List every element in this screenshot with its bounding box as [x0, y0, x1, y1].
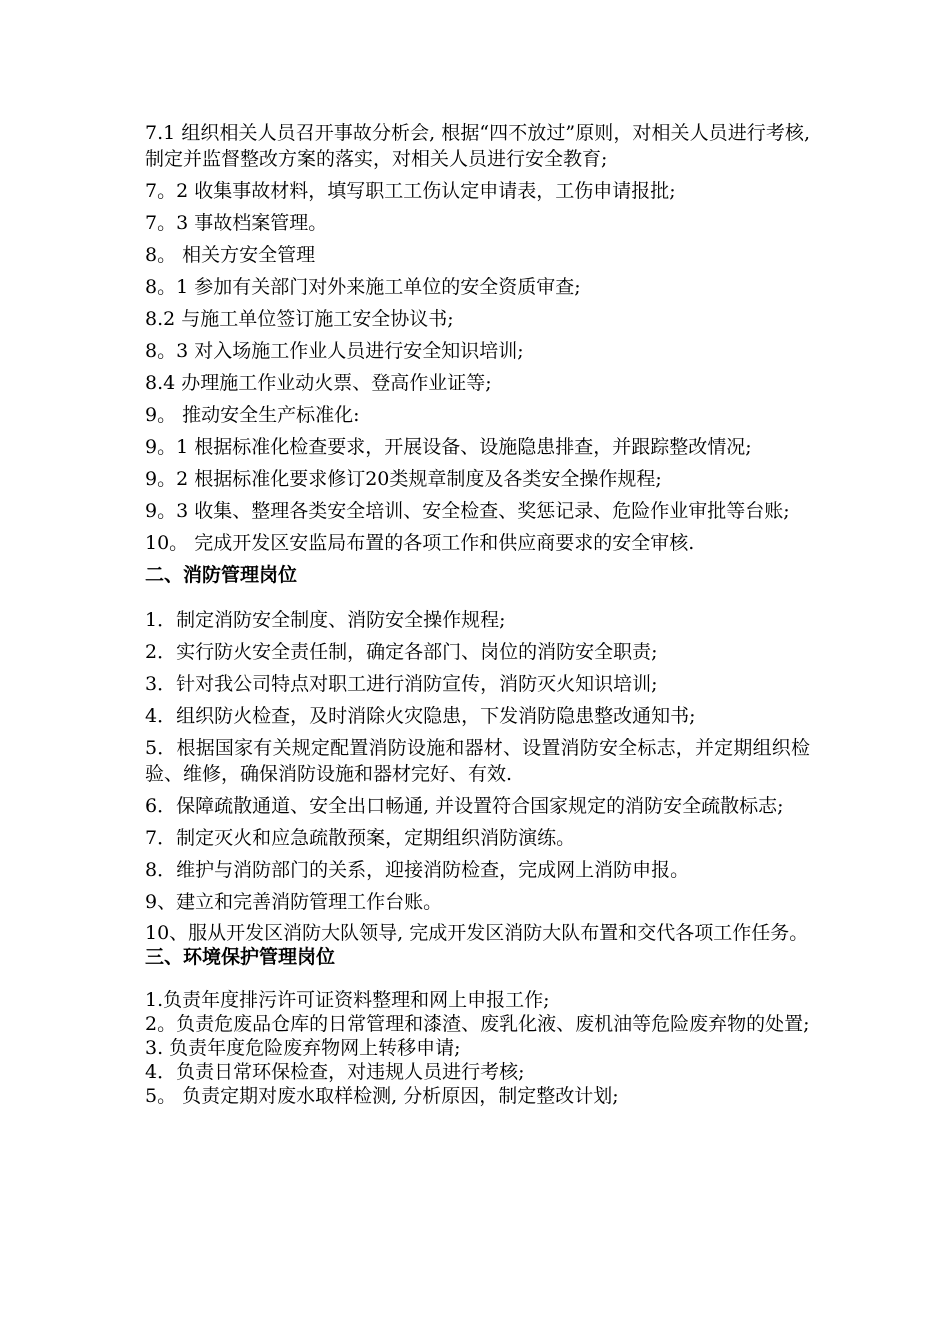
- fire-item: 5．根据国家有关规定配置消防设施和器材、设置消防安全标志，并定期组织检验、维修，确保消防设施和器材完好、有效.: [145, 737, 810, 785]
- fire-item: 4．组织防火检查，及时消除火灾隐患，下发消防隐患整改通知书;: [145, 705, 696, 727]
- item-9: 9。 推动安全生产标准化:: [145, 404, 360, 426]
- fire-item: 8．维护与消防部门的关系，迎接消防检查，完成网上消防申报。: [145, 859, 690, 881]
- item-8-1: 8。1 参加有关部门对外来施工单位的安全资质审查;: [145, 276, 581, 298]
- fire-item: 3．针对我公司特点对职工进行消防宣传，消防灭火知识培训;: [145, 673, 658, 695]
- document-page: [145, 120, 810, 1108]
- env-item: 1.负责年度排污许可证资料整理和网上申报工作;: [145, 989, 550, 1011]
- env-item: 5。 负责定期对废水取样检测, 分析原因，制定整改计划;: [145, 1085, 619, 1107]
- env-item: 2。负责危废品仓库的日常管理和漆渣、废乳化液、废机油等危险废弃物的处置;: [145, 1013, 810, 1035]
- fire-item: 7．制定灭火和应急疏散预案，定期组织消防演练。: [145, 827, 576, 849]
- fire-item: 9、建立和完善消防管理工作台账。: [145, 891, 443, 913]
- item-7-3: 7。3 事故档案管理。: [145, 212, 328, 234]
- section-heading-fire: 二、消防管理岗位: [145, 564, 298, 586]
- item-10: 10。 完成开发区安监局布置的各项工作和供应商要求的安全审核.: [145, 532, 695, 554]
- env-item: 4．负责日常环保检查，对违规人员进行考核;: [145, 1061, 525, 1083]
- fire-item: 10、服从开发区消防大队领导, 完成开发区消防大队布置和交代各项工作任务。: [145, 922, 809, 944]
- item-8-4: 8.4 办理施工作业动火票、登高作业证等;: [145, 372, 492, 394]
- fire-item: 6．保障疏散通道、安全出口畅通, 并设置符合国家规定的消防安全疏散标志;: [145, 795, 784, 817]
- item-7-1: 7.1 组织相关人员召开事故分析会, 根据“四不放过”原则，对相关人员进行考核, 制定并监督整改方案的落实，对相关人员进行安全教育;: [145, 122, 810, 170]
- env-item: 3. 负责年度危险废弃物网上转移申请;: [145, 1037, 461, 1059]
- item-9-3: 9。3 收集、整理各类安全培训、安全检查、奖惩记录、危险作业审批等台账;: [145, 500, 790, 522]
- item-8-3: 8。3 对入场施工作业人员进行安全知识培训;: [145, 340, 524, 362]
- item-7-2: 7。2 收集事故材料，填写职工工伤认定申请表，工伤申请报批;: [145, 180, 676, 202]
- fire-item: 1．制定消防安全制度、消防安全操作规程;: [145, 609, 506, 631]
- item-9-2: 9。2 根据标准化要求修订20类规章制度及各类安全操作规程;: [145, 468, 662, 490]
- item-8-2: 8.2 与施工单位签订施工安全协议书;: [145, 308, 454, 330]
- fire-item: 2．实行防火安全责任制，确定各部门、岗位的消防安全职责;: [145, 641, 658, 663]
- item-8: 8。 相关方安全管理: [145, 244, 316, 266]
- item-9-1: 9。1 根据标准化检查要求，开展设备、设施隐患排查，并跟踪整改情况;: [145, 436, 752, 458]
- section-heading-environment: 三、环境保护管理岗位: [145, 946, 336, 968]
